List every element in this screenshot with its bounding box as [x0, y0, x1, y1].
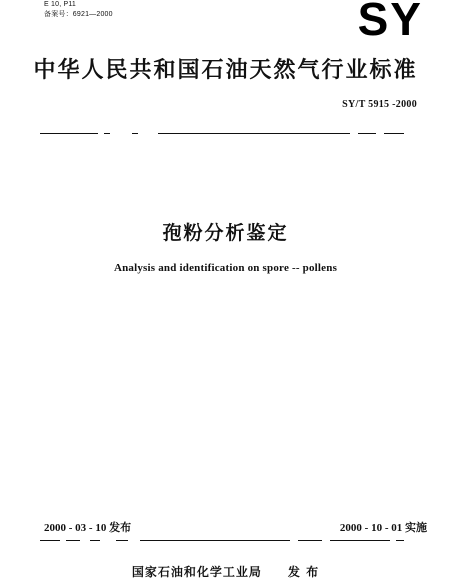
publisher-action: 发 布 [287, 565, 320, 579]
rule-segment [384, 133, 404, 134]
rule-segment [396, 540, 404, 541]
document-title-zh: 孢粉分析鉴定 [162, 222, 289, 244]
rule-segment [104, 133, 110, 134]
document-title-en: Analysis and identification on spore -- pollens [113, 262, 338, 274]
ics-code: E 10, P11 [44, 1, 77, 8]
publisher [0, 563, 451, 580]
publisher-name: 国家石油和化学工业局 [131, 565, 262, 579]
standard-code: SY/T 5915 -2000 [342, 99, 417, 110]
standard-title: 中华人民共和国石油天然气行业标准 [33, 58, 418, 83]
rule-segment [132, 133, 138, 134]
sy-logo: SY [357, 0, 423, 45]
rule-segment [140, 540, 290, 541]
rule-segment [66, 540, 80, 541]
rule-segment [90, 540, 100, 541]
rule-segment [158, 133, 350, 134]
rule-segment [358, 133, 376, 134]
rule-segment [116, 540, 128, 541]
implement-date: 2000 - 10 - 01 实施 [339, 522, 427, 534]
rule-segment [298, 540, 322, 541]
issue-date: 2000 - 03 - 10 发布 [44, 522, 132, 534]
record-number: 备案号：6921—2000 [44, 11, 113, 18]
rule-segment [40, 540, 60, 541]
rule-segment [330, 540, 390, 541]
rule-segment [40, 133, 98, 134]
